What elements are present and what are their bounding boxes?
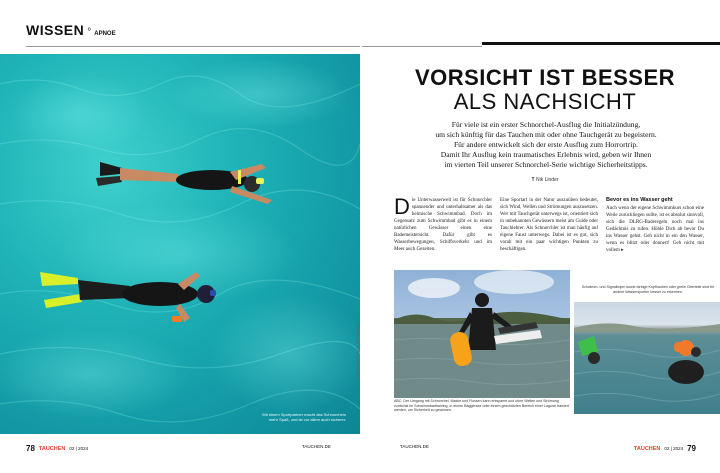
lead-line: Für andere entwickelt sich der erste Ausflug zum Horrortrip. — [453, 140, 639, 149]
photo-b-caption: Schwimm- und Signalbojen sowie farbige Kopfhauben oder grelle Oberteile sind für andere Wassersportler besser zu erkennen. — [581, 285, 715, 294]
article-lead — [396, 120, 696, 170]
section-subtitle: APNOE — [94, 31, 116, 37]
photo-credit: Fotos: Pexels/Freepik, Nik Linder (2) — [356, 323, 360, 380]
article-body — [394, 194, 706, 259]
lead-line: Für viele ist ein erster Schnorchel-Ausflug die Initialzündung, — [451, 120, 641, 129]
footer-right — [634, 444, 696, 453]
issue-left: 02 | 2024 — [69, 446, 89, 451]
author-byline — [380, 177, 710, 183]
section-header — [26, 22, 116, 40]
footer-left — [26, 444, 88, 453]
footer-url-right: TAUCHEN.DE — [400, 444, 429, 449]
snorkeler-top — [96, 162, 272, 204]
article-headline — [380, 66, 710, 114]
page-number-left: 78 — [26, 444, 35, 453]
headline-line2: ALS NACHSICHT — [453, 89, 637, 114]
swimmers-illustration — [574, 302, 720, 414]
issue-right: 02 | 2024 — [664, 446, 684, 451]
main-photo-snorkelers — [0, 54, 360, 434]
photo-swimmers-with-buoys — [574, 302, 720, 414]
author-name: Nik Linder — [535, 177, 559, 183]
brand-left: TAUCHEN — [38, 445, 66, 452]
buoy-snorkeler-illustration — [394, 270, 570, 398]
body-text: ie Unterwasserwelt ist für Schnorchler spannender und unterhaltsamer als das heimische Schwimmbad. Doch im Gegensatz zum Schwimmbad gibt es in einem natürlichen Gewässer einen eine Bademeistersicht. Dafür gibt es Wasserbewegungen, Schiffsverkehr und im Meer auch Gezeiten. — [394, 198, 492, 252]
main-photo-caption: Mit einem Sportpartner macht das Schnorcheln mehr Spaß, und ist vor allem auch sicherer. — [262, 412, 346, 422]
footer-url-left: TAUCHEN.DE — [302, 444, 331, 449]
header-rule-mid — [362, 46, 482, 47]
lead-line: im vierten Teil unserer Schnorchel-Serie wichtige Sicherheitstipps. — [444, 160, 648, 169]
snorkelers-illustration — [0, 54, 360, 434]
subheading: Bevor es ins Wasser geht — [606, 197, 673, 203]
author-icon: T — [531, 177, 535, 183]
dropcap: D — [394, 194, 410, 219]
headline-line1: VORSICHT IST BESSER — [414, 65, 676, 90]
header-rule-left — [26, 46, 360, 47]
brand-right: TAUCHEN — [633, 445, 661, 452]
body-column-3 — [606, 197, 704, 254]
page-number-right: 79 — [687, 444, 696, 453]
photo-a-caption: ABC: Der Umgang mit Schnorchel, Maske und Flossen kann entspannt und ohne Wellen und Strömung zunächst im Schwimmbadtraining, in einem Baggersee oder einem geschützten Bereich einer Lagune trainiert werden, um Sicherheit zu gewinnen. — [394, 399, 569, 413]
body-text: Auch wenn der eigene Schwimmkurs schon eine Weile zurückliegen sollte, ist es absolut sinnvoll, sich die DLRG-Baderegeln noch mal ins Gedächtnis zu rufen. Höhle Dich ab bevor Du ins Wasser gehst. Geh nicht in ein den Wasser, wenn es blitzt oder donnert! Geh nicht mit vollem ▸ — [606, 206, 704, 253]
header-rule-right — [482, 42, 720, 45]
lead-line: Damit Ihr Ausflug kein traumatisches Erlebnis wird, geben wir Ihnen — [440, 150, 652, 159]
body-column-2: Eine Sportart in der Natur auszuüben bedeutet, sich Wind, Wellen und Strömungen auszusetzen. Wer mit Tauchgerät unterwegs ist, orientiert sich in unbekannten Gewässern meist am Guide oder Tauchlehrer. Als Schnorchler ist man häufig auf eigene Faust unterwegs. Dabei ist es gut, sich vorab mit ein paar wichtigen Punkten zu beschäftigen. — [500, 198, 598, 252]
photo-snorkeler-with-buoy — [394, 270, 570, 398]
section-title: WISSEN — [26, 22, 85, 38]
body-column-1 — [394, 194, 492, 253]
lead-line: um sich künftig für das Tauchen mit oder ohne Tauchgerät zu begeistern. — [435, 130, 657, 139]
section-degree: ° — [87, 27, 92, 38]
